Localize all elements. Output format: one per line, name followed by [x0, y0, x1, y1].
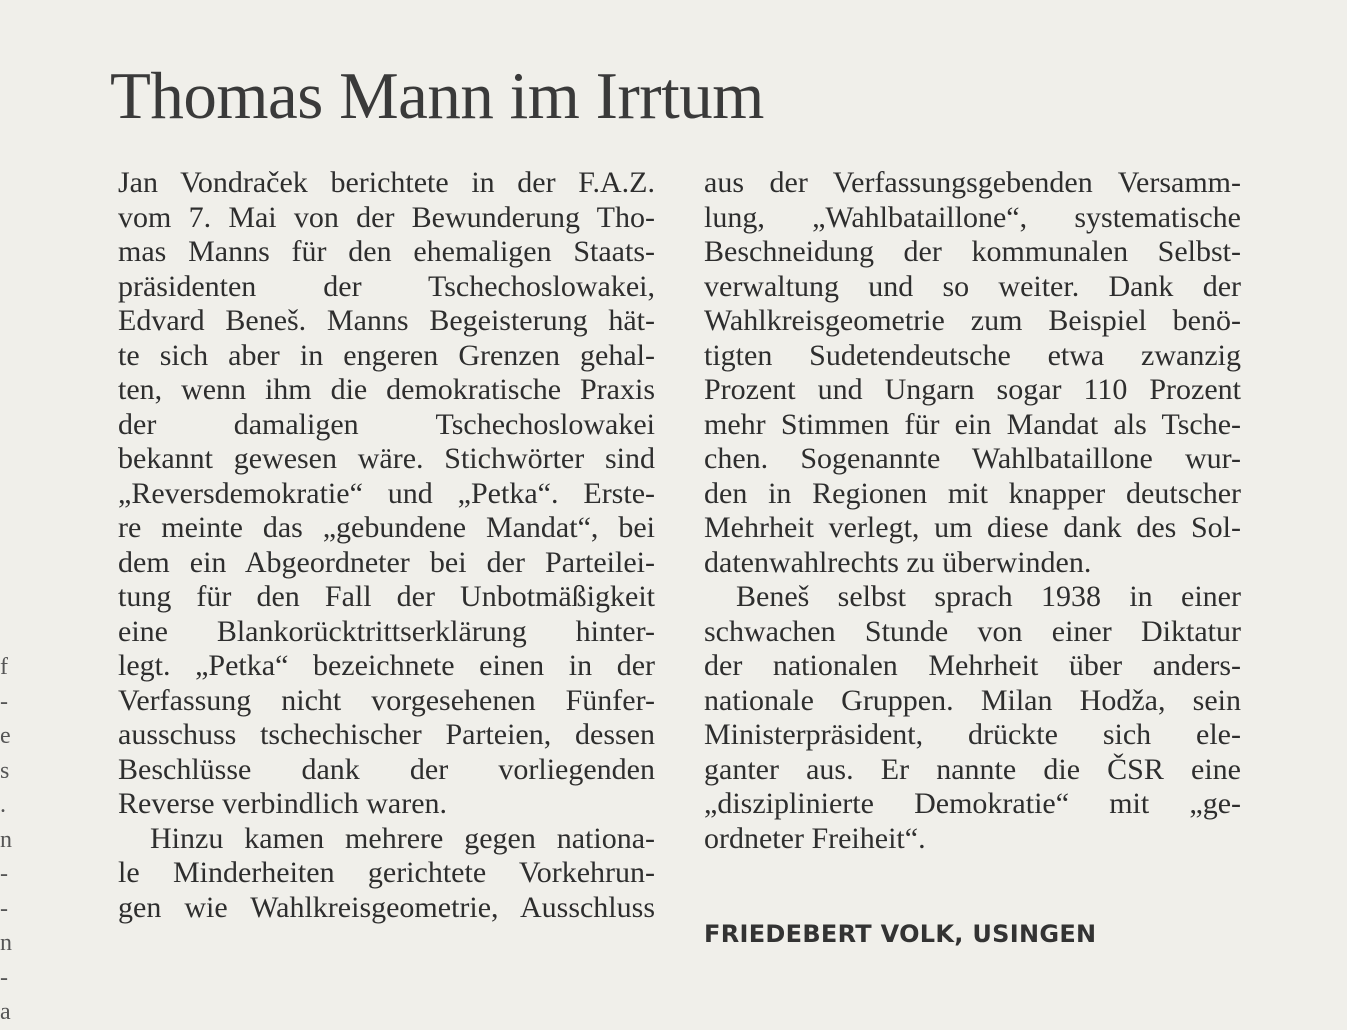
text-line: Mehrheit verlegt, um diese dank des Sol-: [704, 511, 1241, 544]
text-line: chen. Sogenannte Wahlbataillone wur-: [704, 442, 1241, 475]
text-line: „disziplinierte Demokratie“ mit „ge-: [704, 787, 1241, 820]
text-line: schwachen Stunde von einer Diktatur: [704, 614, 1241, 648]
edge-fragment: -: [0, 895, 8, 922]
text-line: lung, „Wahlbataillone“, systematische: [704, 200, 1241, 234]
text-line: mehr Stimmen für ein Mandat als Tsche-: [704, 407, 1241, 441]
text-line: der damaligen Tschechoslowakei: [118, 407, 655, 441]
text-line: den in Regionen mit knapper deutscher: [704, 476, 1241, 510]
text-line: te sich aber in engeren Grenzen gehal-: [118, 338, 655, 372]
text-line: Prozent und Ungarn sogar 110 Prozent: [704, 373, 1241, 406]
text-line: Beneš selbst sprach 1938 in einer: [736, 580, 1241, 613]
text-line: mas Manns für den ehemaligen Staats-: [118, 235, 655, 268]
text-line: Ministerpräsident, drückte sich ele-: [704, 718, 1241, 751]
text-line: nationale Gruppen. Milan Hodža, sein: [704, 683, 1241, 717]
text-line: datenwahlrechts zu überwinden.: [704, 545, 1092, 579]
edge-fragment: -: [0, 688, 8, 715]
text-line: legt. „Petka“ bezeichnete einen in der: [118, 649, 655, 682]
author-signature: FRIEDEBERT VOLK, USINGEN: [704, 920, 1097, 948]
text-line: gen wie Wahlkreisgeometrie, Ausschluss: [118, 890, 655, 924]
text-line: Verfassung nicht vorgesehenen Fünfer-: [118, 683, 655, 717]
text-line: Edvard Beneš. Manns Begeisterung hät-: [118, 304, 655, 337]
text-line: ausschuss tschechischer Parteien, dessen: [118, 718, 655, 751]
text-line: tung für den Fall der Unbotmäßigkeit: [118, 580, 655, 613]
edge-fragment: e: [0, 723, 11, 749]
text-line: dem ein Abgeordneter bei der Parteilei-: [118, 545, 655, 579]
text-line: Wahlkreisgeometrie zum Beispiel benö-: [704, 304, 1241, 337]
text-line: Jan Vondraček berichtete in der F.A.Z.: [118, 166, 655, 199]
edge-fragment: -: [0, 861, 8, 887]
edge-fragment: f: [0, 654, 8, 680]
text-line: Reverse verbindlich waren.: [118, 787, 448, 820]
text-line: eine Blankorücktrittserklärung hinter-: [118, 614, 655, 648]
edge-fragment: -: [0, 964, 8, 991]
text-line: Beschlüsse dank der vorliegenden: [118, 752, 655, 786]
edge-fragment: s: [0, 757, 10, 784]
text-line: „Reversdemokratie“ und „Petka“. Erste-: [118, 476, 655, 510]
article-column-left: [118, 166, 655, 925]
text-line: tigten Sudetendeutsche etwa zwanzig: [704, 338, 1241, 372]
text-line: ten, wenn ihm die demokratische Praxis: [118, 373, 655, 406]
edge-fragment: n: [0, 826, 12, 853]
edge-fragment: a: [0, 999, 11, 1025]
text-line: präsidenten der Tschechoslowakei,: [118, 269, 655, 303]
text-line: Hinzu kamen mehrere gegen nationa-: [150, 821, 655, 855]
edge-fragment: n: [0, 930, 12, 956]
text-line: re meinte das „gebundene Mandat“, bei: [118, 511, 655, 544]
text-line: ganter aus. Er nannte die ČSR eine: [704, 752, 1241, 786]
text-line: verwaltung und so weiter. Dank der: [704, 269, 1241, 303]
text-line: Beschneidung der kommunalen Selbst-: [704, 235, 1241, 268]
edge-fragment: .: [0, 792, 6, 818]
text-line: vom 7. Mai von der Bewunderung Tho-: [118, 200, 655, 234]
text-line: aus der Verfassungsgebenden Versamm-: [704, 166, 1241, 199]
text-line: ordneter Freiheit“.: [704, 821, 926, 855]
text-line: bekannt gewesen wäre. Stichwörter sind: [118, 442, 655, 475]
article-column-right: [704, 166, 1241, 856]
text-line: der nationalen Mehrheit über anders-: [704, 649, 1241, 682]
headline: Thomas Mann im Irrtum: [110, 59, 764, 133]
text-line: le Minderheiten gerichtete Vorkehrun-: [118, 856, 655, 889]
adjacent-column-edge: [0, 650, 14, 1030]
